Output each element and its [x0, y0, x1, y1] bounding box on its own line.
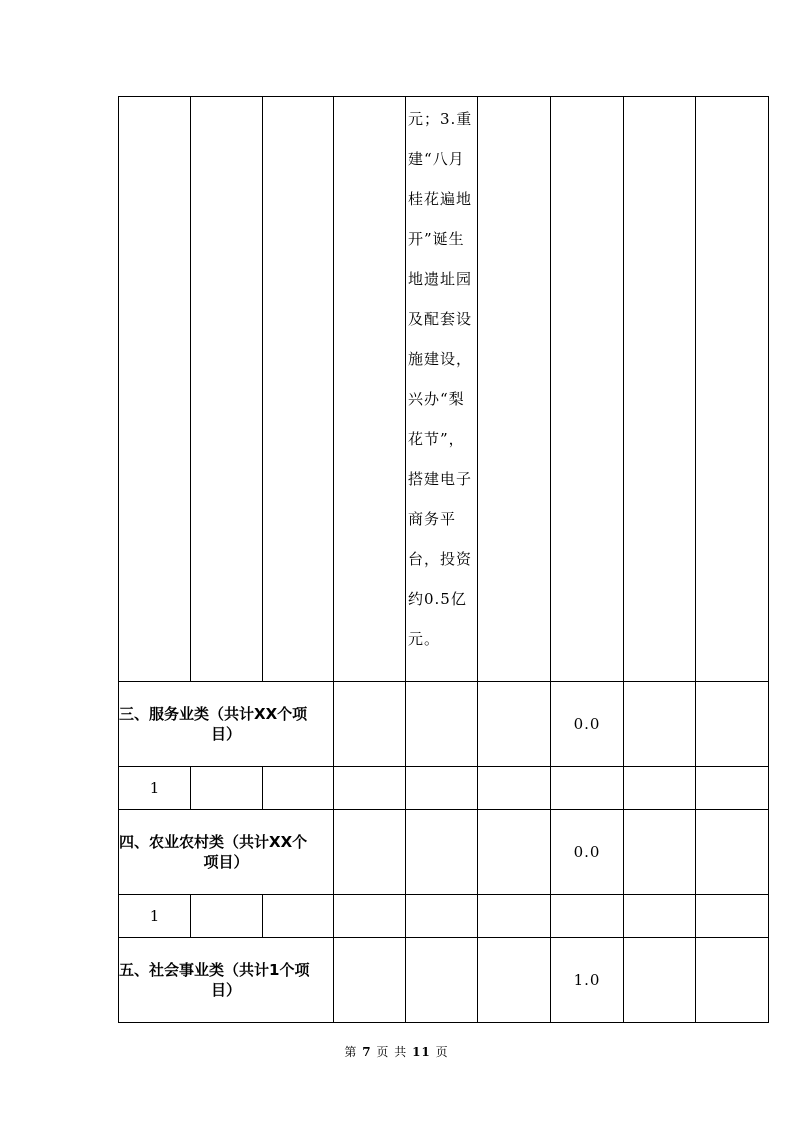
- row-number: 1: [119, 767, 191, 810]
- description-line: 施建设，: [408, 350, 473, 368]
- table-cell: [478, 938, 551, 1023]
- category-label-line2: 目）: [210, 981, 241, 999]
- table-cell: [624, 767, 696, 810]
- description-line: 花节”，: [408, 430, 465, 448]
- description-line: 搭建电子: [408, 470, 473, 488]
- table-row: [119, 895, 769, 938]
- table-cell: [624, 895, 696, 938]
- table-cell: [334, 97, 406, 682]
- category-total: 0.0: [551, 810, 624, 895]
- category-label-line1: 四、农业农村类（共计XX个: [119, 833, 308, 851]
- description-line: 元。: [408, 630, 441, 648]
- description-line: 元；3.重: [408, 110, 473, 128]
- category-label: [119, 938, 334, 1023]
- category-total: 0.0: [551, 682, 624, 767]
- table-cell: [478, 810, 551, 895]
- category-total: 1.0: [551, 938, 624, 1023]
- table-cell: [406, 938, 478, 1023]
- table-cell: [191, 97, 263, 682]
- category-label: [119, 682, 334, 767]
- page-number: 7: [362, 1045, 372, 1059]
- table-cell: [406, 810, 478, 895]
- footer-prefix: 第: [344, 1045, 358, 1059]
- description-line: 约0.5亿: [408, 590, 467, 608]
- description-line: 商务平: [408, 510, 457, 528]
- table-cell: [478, 767, 551, 810]
- footer-suffix: 页: [435, 1045, 449, 1059]
- table-cell: [334, 767, 406, 810]
- table-cell: [696, 767, 769, 810]
- table-cell: [334, 895, 406, 938]
- project-description-cell: [406, 97, 478, 682]
- description-line: 及配套设: [408, 310, 473, 328]
- category-label-line1: 五、社会事业类（共计1个项: [119, 961, 310, 979]
- table-cell: [406, 767, 478, 810]
- description-line: 开”诞生: [408, 230, 465, 248]
- page-footer: [0, 1043, 793, 1060]
- table-cell: [624, 97, 696, 682]
- table-cell: [334, 682, 406, 767]
- description-line: 地遗址园: [408, 270, 473, 288]
- project-description: [406, 109, 477, 669]
- table-cell: [624, 682, 696, 767]
- table-cell: [696, 895, 769, 938]
- table-cell: [696, 810, 769, 895]
- table-cell: [478, 682, 551, 767]
- table-cell: [263, 767, 334, 810]
- footer-middle: 页 共: [376, 1045, 408, 1059]
- category-label-line2: 项目）: [203, 853, 249, 871]
- table-cell: [624, 938, 696, 1023]
- row-number: 1: [119, 895, 191, 938]
- table-cell: [478, 97, 551, 682]
- table-cell: [119, 97, 191, 682]
- category-row: [119, 938, 769, 1023]
- table-cell: [551, 97, 624, 682]
- table-cell: [478, 895, 551, 938]
- category-row: [119, 682, 769, 767]
- category-label: [119, 810, 334, 895]
- table-cell: [696, 97, 769, 682]
- description-line: 建“八月: [408, 150, 465, 168]
- table-cell: [334, 810, 406, 895]
- table-cell: [191, 895, 263, 938]
- table-cell: [551, 767, 624, 810]
- description-line: 台，投资: [408, 550, 473, 568]
- table-cell: [551, 895, 624, 938]
- category-row: [119, 810, 769, 895]
- total-pages: 11: [412, 1045, 431, 1059]
- description-line: 桂花遍地: [408, 190, 473, 208]
- table-cell: [191, 767, 263, 810]
- table-cell: [263, 97, 334, 682]
- table-cell: [334, 938, 406, 1023]
- category-label-line2: 目）: [210, 725, 241, 743]
- project-table: [118, 96, 769, 1023]
- table-cell: [406, 895, 478, 938]
- table-cell: [624, 810, 696, 895]
- table-row: [119, 767, 769, 810]
- category-label-line1: 三、服务业类（共计XX个项: [119, 705, 308, 723]
- table-cell: [406, 682, 478, 767]
- table-cell: [696, 938, 769, 1023]
- table-cell: [263, 895, 334, 938]
- table-cell: [696, 682, 769, 767]
- table-row: [119, 97, 769, 682]
- description-line: 兴办“梨: [408, 390, 465, 408]
